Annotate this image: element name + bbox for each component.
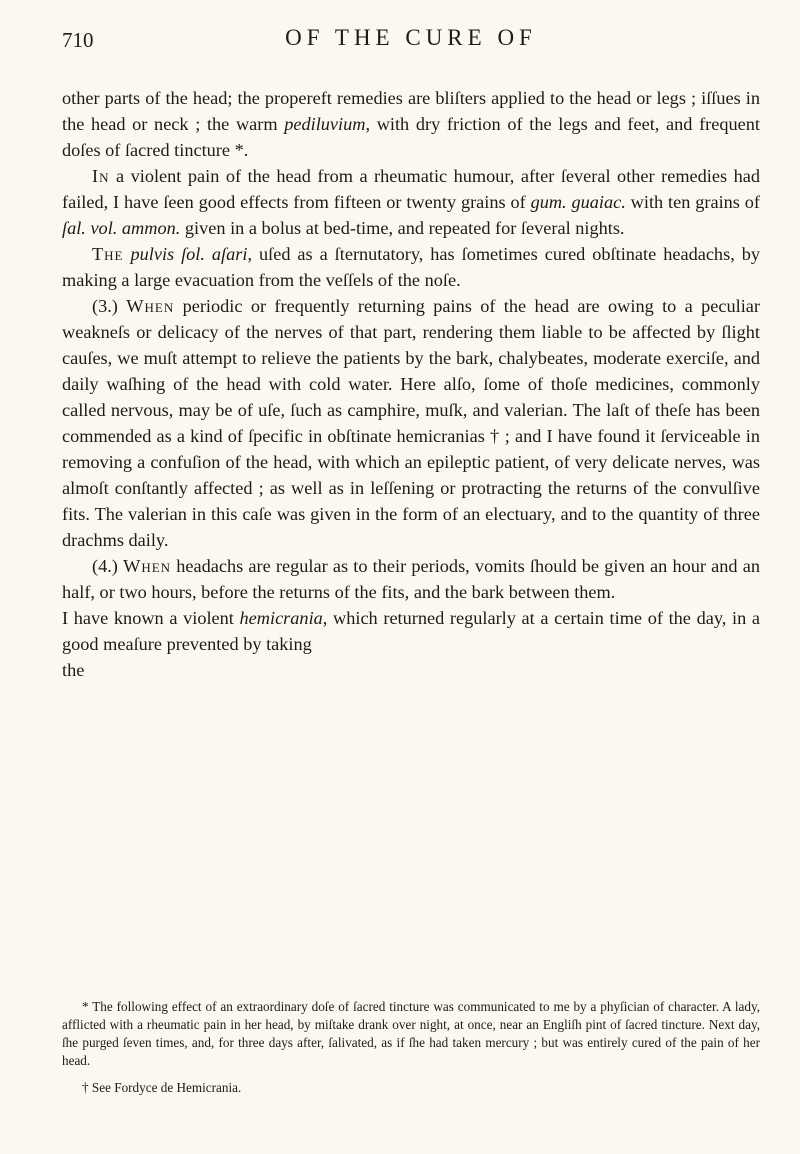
paragraph-4 (62, 293, 760, 553)
footnote-dagger: † See Fordyce de Hemicrania. (82, 1080, 242, 1095)
italic-term: ſal. vol. ammon. (62, 218, 181, 238)
text-run: a violent pain of the head from a rheumatic humour, after ſeveral other remedies had failed, I have ſeen good effects from fifteen or twenty grains of (62, 166, 760, 212)
lead-word: In (92, 166, 110, 186)
lead-word: When (123, 556, 172, 576)
italic-term: gum. guaiac. (530, 192, 626, 212)
italic-term: pulvis ſol. aſari (130, 244, 248, 264)
paragraph-5 (62, 553, 760, 605)
text-run: , uſed as a ſternutatory, has ſometimes cured obſtinate headachs, by making a large evacuation from the veſſels of the noſe. (62, 244, 760, 290)
text-run: , which returned regularly at a certain time of the day, in a good meaſure prevented by taking (62, 608, 760, 654)
text-run: , with dry friction of the legs and feet, and frequent doſes of ſacred tincture *. (62, 114, 760, 160)
paragraph-2 (62, 163, 760, 241)
running-title: OF THE CURE OF (285, 25, 537, 50)
page-header (62, 22, 760, 58)
catchword: the (62, 660, 85, 680)
paragraph-3 (62, 241, 760, 293)
footnote-star: * The following effect of an extraordinary doſe of ſacred tincture was communicated to me by a phyſician of character. A lady, afflicted with a rheumatic pain in her head, by miſtake drank over night, at once, near an Engliſh pint of ſacred tincture. Next day, ſhe purged ſeven times, and, for three days after, ſalivated, as if ſhe had taken mercury ; but was entirely cured of the pain of her head. (62, 999, 760, 1068)
text-run: with ten grains of (625, 192, 760, 212)
italic-term: hemicrania (239, 608, 323, 628)
text-run: periodic or frequently returning pains of the head are owing to a peculiar weakneſs or delicacy of the nerves of that part, rendering them liable to be affected by ſlight cauſes, we muſt attempt to relieve the patients by the bark, chalybeates, moderate exerciſe, and daily waſhing of the head with cold water. Here alſo, ſome of thoſe medicines, commonly called nervous, may be of uſe, ſuch as camphire, muſk, and valerian. The laſt of theſe has been commended as a kind of ſpecific in obſtinate hemicranias † ; and I have found it ſerviceable in removing a confuſion of the head, with which an epileptic patient, of very delicate nerves, was almoſt conſtantly affected ; as well as in leſſening or protracting the returns of the convulſive fits. The valerian in this caſe was given in the form of an electuary, and to the quantity of three drachms daily. (62, 296, 760, 550)
text-run: other parts of the head; the propereft remedies are bliſters applied to the head or legs ; iſſues in the head or neck ; the warm (62, 88, 760, 134)
page-number: 710 (62, 28, 94, 52)
lead-word: The (92, 244, 124, 264)
italic-term: pediluvium (284, 114, 366, 134)
section-number: (3.) (92, 296, 118, 316)
body-text (62, 85, 760, 683)
lead-word: When (126, 296, 175, 316)
footnotes (62, 998, 760, 1106)
text-run: given in a bolus at bed-time, and repeated for ſeveral nights. (180, 218, 625, 238)
paragraph-1 (62, 85, 760, 163)
section-number: (4.) (92, 556, 118, 576)
paragraph-6 (62, 605, 760, 657)
text-run: I have known a violent (62, 608, 240, 628)
text-run: headachs are regular as to their periods, vomits ſhould be given an hour and an half, or two hours, before the returns of the fits, and the bark between them. (62, 556, 760, 602)
